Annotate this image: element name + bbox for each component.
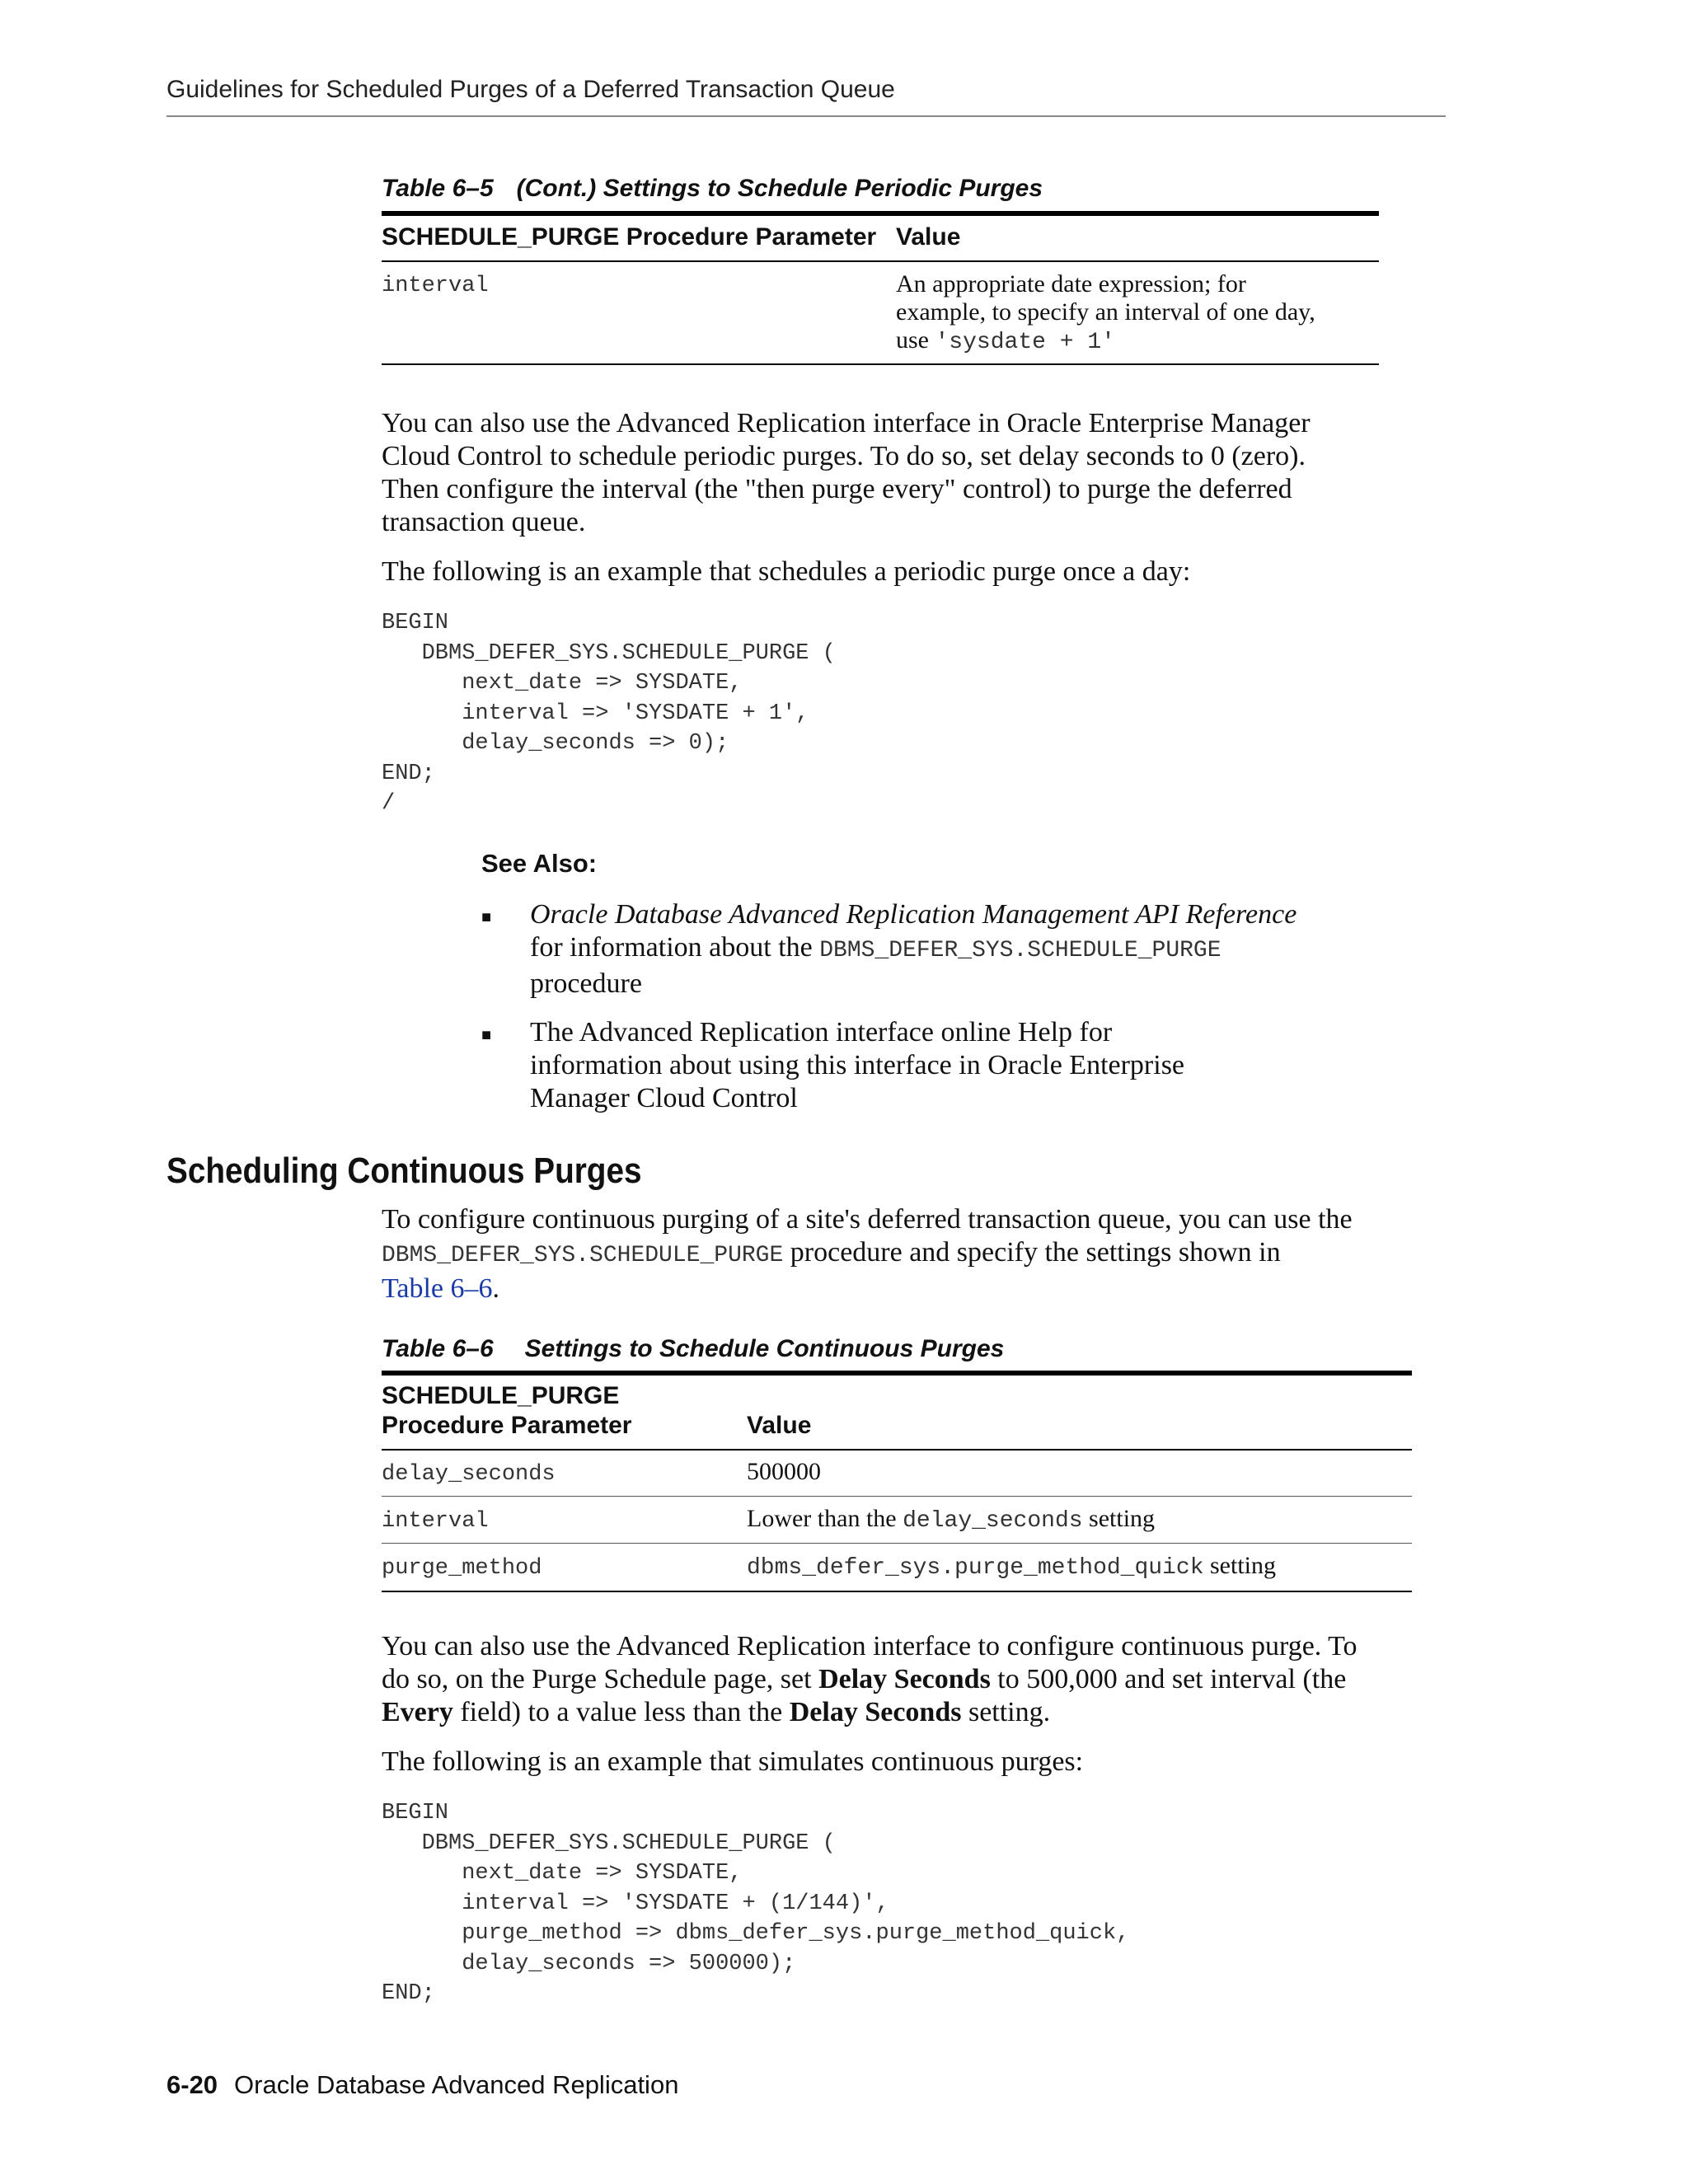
see-also-item-2-line-2: information about using this interface in Oracle Enterprise xyxy=(530,1050,1185,1080)
book-title: Oracle Database Advanced Replication xyxy=(234,2070,679,2099)
paragraph-4-line-2-c: to 500,000 and set interval (the xyxy=(990,1664,1347,1694)
paragraph-3-period: . xyxy=(492,1273,500,1304)
table-6-6-link[interactable]: Table 6–6 xyxy=(382,1273,493,1304)
see-also-item-1-line-2-code: DBMS_DEFER_SYS.SCHEDULE_PURGE xyxy=(819,938,1221,963)
page-footer xyxy=(166,2070,678,2100)
table-6-5-value-line-3 xyxy=(896,326,1382,357)
paragraph-4-every-bold: Every xyxy=(382,1697,453,1727)
paragraph-advanced-replication-periodic xyxy=(382,407,1453,539)
see-also-title: See Also: xyxy=(481,849,598,878)
paragraph-3-line-3 xyxy=(382,1272,1470,1305)
table-6-5-value-line-3-text: use xyxy=(896,326,935,354)
table-6-6-header-rule xyxy=(382,1449,1412,1451)
table-6-5-header-param: SCHEDULE_PURGE Procedure Parameter xyxy=(382,223,877,251)
table-6-5-caption-text: (Cont.) Settings to Schedule Periodic Purges xyxy=(516,175,1043,202)
paragraph-4-line-2-a: do so, on the Purge Schedule page, set xyxy=(382,1664,819,1694)
paragraph-4-line-1: You can also use the Advanced Replication interface to configure continuous purge. To xyxy=(382,1631,1357,1661)
paragraph-continuous-purge-intro xyxy=(382,1203,1470,1305)
table-6-6-row-1-value-text: 500000 xyxy=(747,1458,821,1485)
table-6-6-row-3-param: purge_method xyxy=(382,1556,542,1581)
see-also-item-2-line-3: Manager Cloud Control xyxy=(530,1083,798,1113)
table-6-6-row-3-value xyxy=(747,1552,1276,1582)
table-6-6-caption xyxy=(382,1335,1004,1363)
table-6-6-top-rule xyxy=(382,1371,1412,1376)
running-header: Guidelines for Scheduled Purges of a Deferred Transaction Queue xyxy=(166,76,895,103)
table-6-6-caption-text: Settings to Schedule Continuous Purges xyxy=(524,1335,1005,1362)
see-also-item-1-line-1: Oracle Database Advanced Replication Management API Reference xyxy=(530,899,1297,930)
table-6-6-bottom-rule xyxy=(382,1591,1412,1592)
table-6-6-row-1-value xyxy=(747,1458,821,1486)
table-6-6-row-2-param: interval xyxy=(382,1509,489,1534)
paragraph-1-line-2: Cloud Control to schedule periodic purges. To do so, set delay seconds to 0 (zero). xyxy=(382,441,1306,471)
paragraph-1-line-1: You can also use the Advanced Replication interface in Oracle Enterprise Manager xyxy=(382,408,1311,438)
table-6-6-header-param xyxy=(382,1381,632,1441)
paragraph-4-delay-seconds-bold: Delay Seconds xyxy=(818,1664,991,1694)
table-6-6-row-divider-2 xyxy=(382,1543,1412,1544)
paragraph-4-line-3 xyxy=(382,1696,1470,1729)
code-example-periodic-purge: BEGIN DBMS_DEFER_SYS.SCHEDULE_PURGE ( next_date => SYSDATE, interval => 'SYSDATE + 1', delay_seconds => 0); END; / xyxy=(382,611,836,816)
paragraph-periodic-example-intro: The following is an example that schedules a periodic purge once a day: xyxy=(382,556,1191,587)
paragraph-4-line-2 xyxy=(382,1663,1470,1696)
see-also-item-2 xyxy=(530,1016,1354,1115)
bullet-marker-2: ■ xyxy=(481,1026,492,1044)
table-6-6-header-param-line-1: SCHEDULE_PURGE xyxy=(382,1382,620,1409)
bullet-marker-1: ■ xyxy=(481,908,492,926)
paragraph-continuous-purge-interface xyxy=(382,1630,1470,1729)
paragraph-continuous-example-intro: The following is an example that simulates continuous purges: xyxy=(382,1746,1084,1777)
table-6-5-caption xyxy=(382,175,1043,203)
table-6-5-value-line-3-code: 'sysdate + 1' xyxy=(935,330,1115,355)
paragraph-4-line-3-b: field) to a value less than the xyxy=(452,1697,790,1727)
paragraph-4-delay-seconds-bold-2: Delay Seconds xyxy=(789,1697,962,1727)
see-also-item-1-line-3: procedure xyxy=(530,968,642,999)
paragraph-1-line-3: Then configure the interval (the "then purge every" control) to purge the deferred xyxy=(382,474,1292,504)
table-6-5-header-value: Value xyxy=(896,223,961,251)
paragraph-3-code: DBMS_DEFER_SYS.SCHEDULE_PURGE xyxy=(382,1243,784,1268)
table-6-5-value-line-1: An appropriate date expression; for xyxy=(896,270,1246,298)
table-6-6-row-3-value-suffix: setting xyxy=(1203,1552,1276,1579)
paragraph-3-line-2 xyxy=(382,1236,1470,1272)
table-6-6-caption-number: Table 6–6 xyxy=(382,1335,494,1362)
see-also-item-1-line-2-text: for information about the xyxy=(530,932,820,963)
table-6-6-row-2-value-suffix: setting xyxy=(1082,1505,1156,1532)
paragraph-1-line-4: transaction queue. xyxy=(382,507,586,537)
table-6-5-caption-number: Table 6–5 xyxy=(382,175,494,202)
see-also-item-2-line-1: The Advanced Replication interface online Help for xyxy=(530,1017,1113,1047)
table-6-5-value-line-2: example, to specify an interval of one day, xyxy=(896,298,1315,326)
table-6-5-row-value xyxy=(896,270,1382,357)
table-6-6-row-divider-1 xyxy=(382,1496,1412,1497)
see-also-item-1 xyxy=(530,898,1354,1001)
see-also-item-1-line-2 xyxy=(530,931,1354,968)
table-6-5-top-rule xyxy=(382,211,1379,216)
header-rule xyxy=(166,115,1446,117)
table-6-5-header-rule xyxy=(382,260,1379,262)
table-6-6-row-2-value-code: delay_seconds xyxy=(903,1508,1083,1534)
section-heading-scheduling-continuous-purges: Scheduling Continuous Purges xyxy=(166,1151,642,1191)
table-6-5-bottom-rule xyxy=(382,363,1379,365)
table-6-6-row-2-value-text: Lower than the xyxy=(747,1505,903,1532)
table-6-6-header-value: Value xyxy=(747,1412,812,1439)
table-6-6-row-1-param: delay_seconds xyxy=(382,1462,556,1487)
paragraph-4-line-3-d: setting. xyxy=(961,1697,1051,1727)
table-6-6-row-3-value-code: dbms_defer_sys.purge_method_quick xyxy=(747,1555,1204,1581)
table-6-5-row-param: interval xyxy=(382,274,489,298)
table-6-6-header-param-line-2: Procedure Parameter xyxy=(382,1412,632,1439)
table-6-6-row-2-value xyxy=(747,1505,1155,1535)
paragraph-3-line-1: To configure continuous purging of a site's deferred transaction queue, you can use the xyxy=(382,1204,1353,1235)
page-number: 6-20 xyxy=(166,2070,218,2099)
code-example-continuous-purge: BEGIN DBMS_DEFER_SYS.SCHEDULE_PURGE ( next_date => SYSDATE, interval => 'SYSDATE + (1/144)', purge_method => dbms_defer_sys.purge_method_quick, delay_seconds => 500000); END; xyxy=(382,1801,1130,2006)
paragraph-3-line-2-text: procedure and specify the settings shown in xyxy=(783,1237,1281,1268)
